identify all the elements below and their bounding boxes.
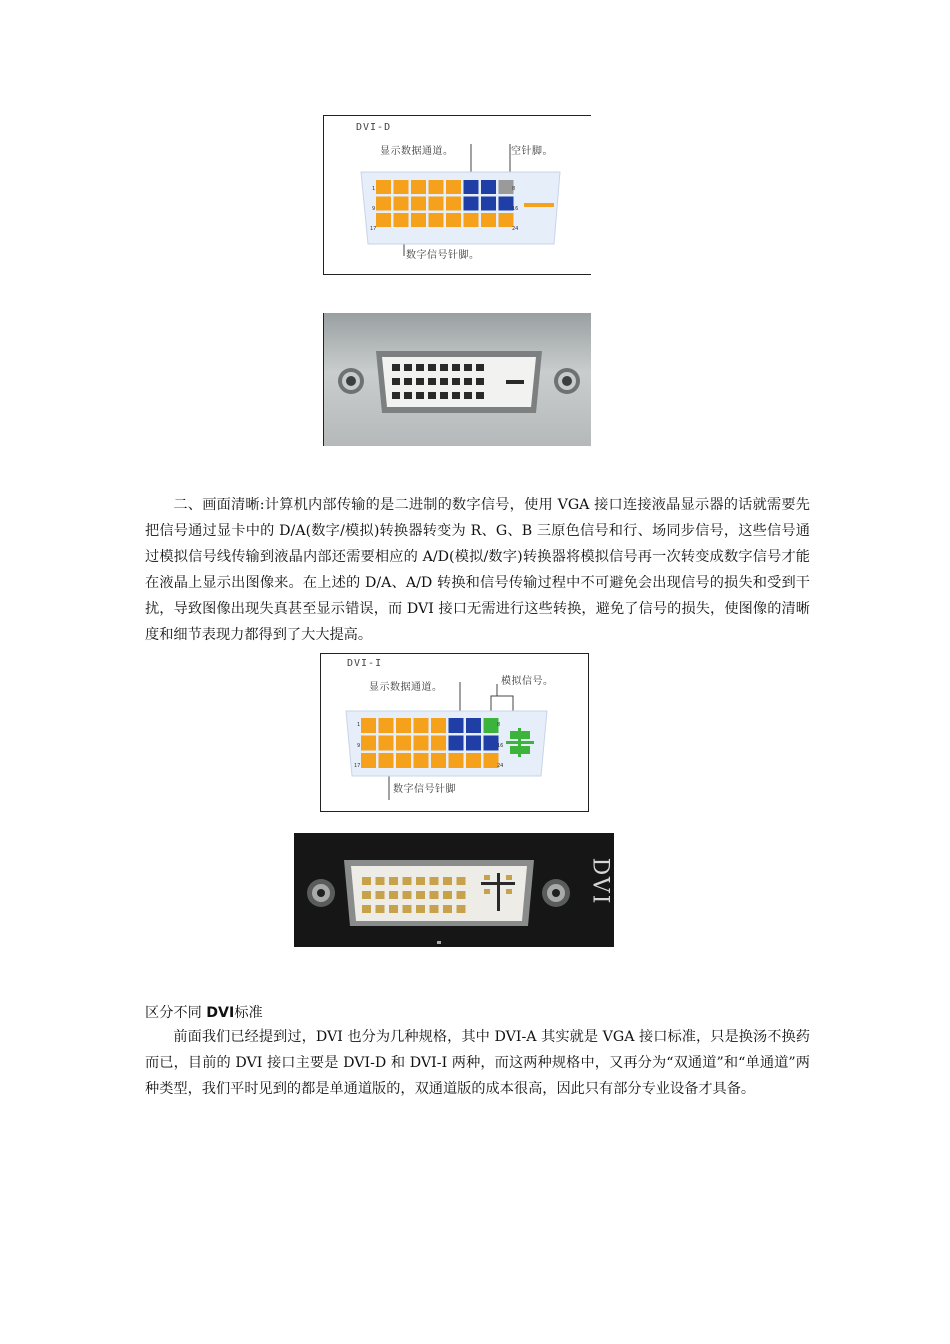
photo-pin [476,378,484,385]
pin [361,736,376,751]
photo-pin [457,905,466,913]
pin [361,753,376,768]
pin [466,753,481,768]
pin [376,197,391,211]
pin [361,718,376,733]
paragraph-text: 二、画面清晰:计算机内部传输的是二进制的数字信号，使用 VGA 接口连接液晶显示器的话就需要先把信号通过显卡中的 D/A(数字/模拟)转换器转变为 R、G、B 三原色信号和行、场同步信号，这些信号通过模拟信号线传输到液晶内部还需要相应的 A/D(模拟/数字)转换器将模拟信号再一次转变成数字信号才能在液晶上显示出图像来。在上述的 D/A、A/D 转换和信号传输过程中不可避免会出现信号的损失和受到干扰，导致图像出现失真甚至显示错误，而 DVI 接口无需进行这些转换，避免了信号的损失，使图像的清晰度和细节表现力都得到了大大提高。 [145,497,810,643]
label-display-channel: 显示数据通道。 [369,682,443,693]
diagram-title: DVI-I [347,658,383,669]
pin [411,180,426,194]
pin [429,197,444,211]
heading-prefix: 区分不同 [145,1005,207,1021]
heading-suffix: 标准 [234,1005,263,1021]
photo-pin [376,877,385,885]
photo-pin [403,877,412,885]
dvi-i-photo [294,833,614,947]
photo-pin [464,364,472,371]
photo-pin [476,364,484,371]
label-analog: 模拟信号。 [501,676,554,687]
pin [499,213,514,227]
photo-pin [362,891,371,899]
pin [464,197,479,211]
pin-number-9: 9 [372,206,376,212]
pin [396,736,411,751]
pin [464,180,479,194]
photo-pin [443,891,452,899]
pin-number-1: 1 [372,186,376,192]
photo-pin [464,378,472,385]
photo-pin [452,378,460,385]
pin [396,718,411,733]
photo-pin [362,905,371,913]
pin-number-8: 8 [512,186,516,192]
photo-pin [404,378,412,385]
photo-pin [362,877,371,885]
diagram-title: DVI-D [356,122,392,133]
pin [446,213,461,227]
pin [376,180,391,194]
label-display-channel: 显示数据通道。 [380,146,454,157]
photo-pin [464,392,472,399]
photo-pin [457,891,466,899]
pin [414,718,429,733]
photo-pin [428,392,436,399]
photo-pin [403,905,412,913]
label-empty-pin: 空针脚。 [511,146,553,157]
photo-pin [392,364,400,371]
pin [429,180,444,194]
photo-pin [440,392,448,399]
photo-pin [452,364,460,371]
pin [396,753,411,768]
photo-pin [416,392,424,399]
photo-pin [392,392,400,399]
pin [481,213,496,227]
pin [449,753,464,768]
photo-pin [416,364,424,371]
photo-pin [430,877,439,885]
paragraph-text: 前面我们已经提到过，DVI 也分为几种规格，其中 DVI-A 其实就是 VGA 接口标准，只是换汤不换药而已，目前的 DVI 接口主要是 DVI-D 和 DVI-I 两种，而这两种规格中，又再分为“双通道”和“单通道”两种类型，我们平时见到的都是单通道版的，双通道版的成本很高，因此只有部分专业设备才具备。 [145,1029,810,1097]
photo-pin [443,877,452,885]
pin-number-9: 9 [357,743,361,749]
pin [449,736,464,751]
pin [379,753,394,768]
pin [446,180,461,194]
pin-number-1: 1 [357,722,361,728]
pin [394,197,409,211]
photo-pin [403,891,412,899]
pin [466,718,481,733]
pin [481,197,496,211]
photo-pin [389,891,398,899]
pin-number-24: 24 [512,226,519,232]
paragraph-dvi-standards [145,1024,810,1102]
pin [394,180,409,194]
photo-pin [389,905,398,913]
section-heading [145,1000,263,1026]
photo-pin [430,905,439,913]
pin [431,718,446,733]
photo-pin [389,877,398,885]
photo-panel-text: DVI [587,857,613,906]
label-digital-pin: 数字信号针脚 [393,784,456,795]
pin [481,180,496,194]
photo-pin [430,891,439,899]
photo-pin [416,877,425,885]
pin [411,213,426,227]
pin [431,753,446,768]
pin [379,718,394,733]
pin [466,736,481,751]
photo-pin [457,877,466,885]
photo-pin [452,392,460,399]
photo-pin [440,364,448,371]
pin [376,213,391,227]
dvi-d-pin-diagram [323,115,591,275]
pin [446,197,461,211]
label-digital-pin: 数字信号针脚。 [406,250,480,261]
pin [414,753,429,768]
photo-pin [443,905,452,913]
photo-pin [428,364,436,371]
photo-pin [440,378,448,385]
photo-pin [476,392,484,399]
dvi-i-pin-diagram [320,653,589,812]
heading-bold: DVI [206,1005,235,1021]
dvi-d-pin-graphic [324,116,591,275]
pin [394,213,409,227]
pin [464,213,479,227]
photo-pin [404,364,412,371]
pin-number-24: 24 [497,763,504,769]
photo-pin [416,378,424,385]
key-bar [524,203,554,207]
pin-number-16: 16 [512,206,519,212]
pin-number-17: 17 [354,763,361,769]
pin-number-16: 16 [497,743,504,749]
photo-pin [376,905,385,913]
photo-pin [392,378,400,385]
paragraph-image-clarity [145,492,810,648]
pin [411,197,426,211]
photo-pin [416,891,425,899]
pin [431,736,446,751]
pin-number-8: 8 [497,722,501,728]
pin [429,213,444,227]
dvi-i-pin-graphic [321,654,589,812]
photo-pin [428,378,436,385]
dvi-d-photo [323,313,591,446]
photo-pin [376,891,385,899]
pin-number-17: 17 [370,226,377,232]
pin [449,718,464,733]
photo-pin [416,905,425,913]
photo-pin [404,392,412,399]
pin [379,736,394,751]
analog-pin-cluster [506,728,534,757]
pin [414,736,429,751]
